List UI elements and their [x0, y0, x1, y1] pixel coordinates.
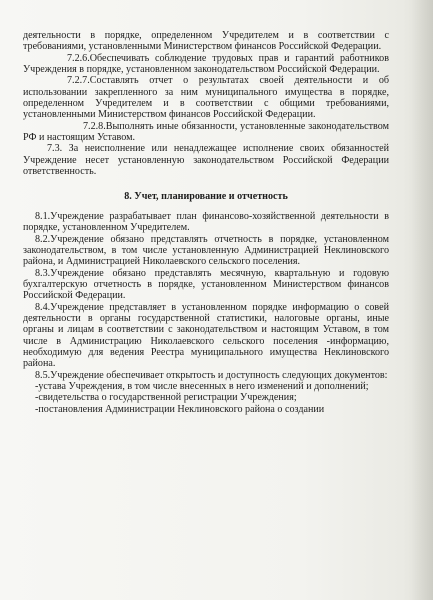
document-body — [23, 30, 389, 415]
list-item-certificate: -свидетельства о государственной регистрации Учреждения; — [35, 392, 297, 404]
paragraph-7-2-5-continued: деятельности в порядке, определенном Учредителем и в соответствии с требованиями, установленными Министерством финансов Российской Федерации. — [23, 30, 389, 53]
paragraph-8-3: 8.3.Учреждение обязано представлять месячную, квартальную и годовую бухгалтерскую отчетность в порядке, установленном Министерством финансов Российской Федерации. — [23, 267, 389, 302]
list-item-resolution: -постановления Администрации Неклиновского района о создании — [35, 403, 325, 415]
paragraph-7-2-8: 7.2.8.Выполнять иные обязанности, установленные законодательством РФ и настоящим Уставом. — [23, 120, 389, 144]
paragraph-8-2: 8.2.Учреждение обязано представлять отчетность в порядке, установленном законодательством, в том числе установленную Администрацией Неклиновского района, и Администрацией Николаевского сельского поселения. — [23, 233, 389, 268]
paragraph-7-2-6: 7.2.6.Обеспечивать соблюдение трудовых прав и гарантий работников Учреждения в порядке, установленном законодательством Российской Федерации. — [23, 52, 389, 76]
paragraph-7-3: 7.3. За неисполнение или ненадлежащее исполнение своих обязанностей Учреждение несет установленную законодательством Российской Федерации ответственность. — [23, 143, 389, 178]
paragraph-8-1: 8.1.Учреждение разрабатывает план финансово-хозяйственной деятельности в порядке, установленном Учредителем. — [23, 210, 389, 234]
paragraph-8-5: 8.5.Учреждение обеспечивает открытость и доступность следующих документов: — [35, 369, 388, 381]
paragraph-7-2-7: 7.2.7.Составлять отчет о результатах своей деятельности и об использовании закрепленного за ним муниципального имущества в порядке, определенном Учредителем и в соответствии с общими требованиями, установленными Министерством финансов Российской Федерации. — [23, 75, 389, 121]
section-heading: 8. Учет, планирование и отчетность — [124, 191, 288, 203]
paragraph-8-4: 8.4.Учреждение представляет в установленном порядке информацию о совей деятельности в органы государственной статистики, налоговые органы, иные органы и лицам в соответствии с законодательством и настоящим Уставом, в том числе в Администрацию Николаевского сельского поселения -информацию, необходимую для ведения Реестра муниципального имущества Неклиновского района. — [23, 301, 389, 370]
list-item-charter: -устава Учреждения, в том числе внесенных в него изменений и дополнений; — [35, 380, 369, 392]
page-edge-shadow — [411, 0, 433, 600]
